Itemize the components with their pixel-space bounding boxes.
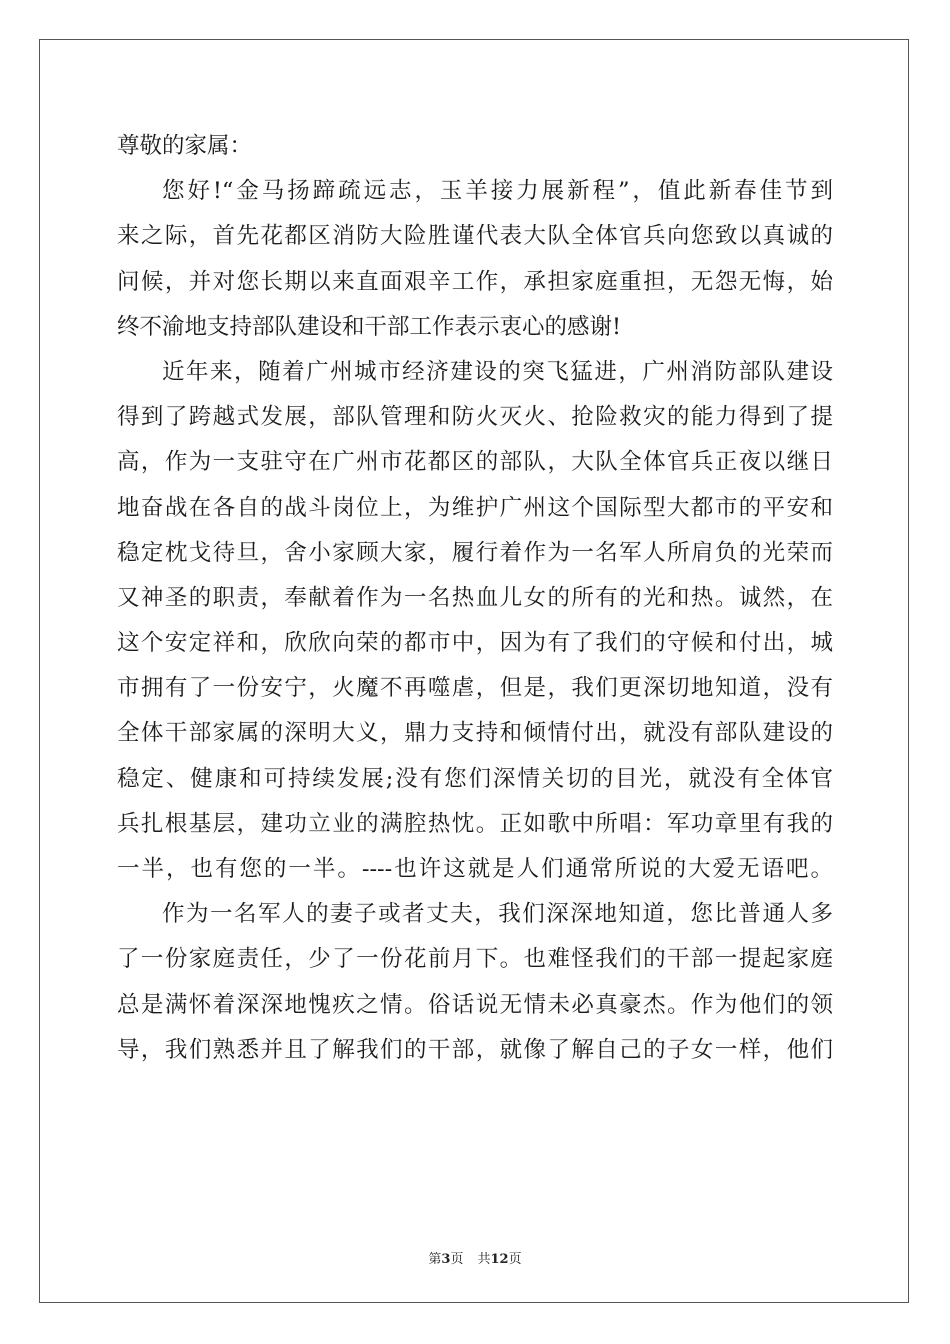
paragraph-line: 全体干部家属的深明大义，鼎力支持和倾情付出，就没有部队建设的 (117, 720, 833, 747)
paragraph-line: 又神圣的职责，奉献着作为一名热血儿女的所有的光和热。诚然，在 (117, 584, 833, 611)
paragraph-line: 稳定枕戈待旦，舍小家顾大家，履行着作为一名军人所肩负的光荣而 (117, 539, 833, 566)
paragraph-line: 稳定、健康和可持续发展;没有您们深情关切的目光，就没有全体官 (117, 765, 833, 792)
paragraph-family (117, 892, 833, 1073)
paragraph-line: 兵扎根基层，建功立业的满腔热忱。正如歌中所唱：军功章里有我的 (117, 810, 833, 837)
paragraph-line: 终不渝地支持部队建设和干部工作表示衷心的感谢! (117, 313, 622, 340)
paragraph-line: 一半，也有您的一半。----也许这就是人们通常所说的大爱无语吧。 (117, 856, 833, 882)
total-suffix: 页 (508, 1252, 522, 1267)
paragraph-development (117, 350, 833, 892)
total-pages: 12 (490, 1252, 509, 1267)
paragraph-line: 作为一名军人的妻子或者丈夫，我们深深地知道，您比普通人多 (162, 901, 833, 928)
letter-body (117, 124, 833, 1073)
page-suffix: 页 (450, 1252, 464, 1267)
page-prefix: 第 (428, 1252, 442, 1267)
paragraph-line: 您好!“金马扬蹄疏远志，玉羊接力展新程”，值此新春佳节到 (162, 178, 833, 205)
salutation: 尊敬的家属： (117, 133, 253, 159)
paragraph-line: 地奋战在各自的战斗岗位上，为维护广州这个国际型大都市的平安和 (117, 494, 833, 521)
paragraph-line: 高，作为一支驻守在广州市花都区的部队，大队全体官兵正夜以继日 (117, 449, 833, 476)
paragraph-line: 了一份家庭责任，少了一份花前月下。也难怪我们的干部一提起家庭 (117, 946, 833, 973)
paragraph-greeting (117, 169, 833, 350)
paragraph-line: 这个安定祥和，欣欣向荣的都市中，因为有了我们的守候和付出，城 (117, 630, 833, 657)
paragraph-line: 来之际，首先花都区消防大险胜谨代表大队全体官兵向您致以真诚的 (117, 223, 833, 250)
paragraph-line: 近年来，随着广州城市经济建设的突飞猛进，广州消防部队建设 (162, 358, 833, 385)
paragraph-line: 问候，并对您长期以来直面艰辛工作，承担家庭重担，无怨无悔，始 (117, 268, 833, 295)
paragraph-line: 得到了跨越式发展，部队管理和防火灭火、抢险救灾的能力得到了提 (117, 404, 833, 431)
paragraph-line: 市拥有了一份安宁，火魔不再噬虐，但是，我们更深切地知道，没有 (117, 675, 833, 702)
total-prefix: 共 (477, 1252, 491, 1267)
page-footer (0, 1248, 950, 1267)
page-number: 3 (441, 1252, 451, 1267)
paragraph-line: 导，我们熟悉并且了解我们的干部，就像了解自己的子女一样，他们 (117, 1036, 833, 1063)
paragraph-line: 总是满怀着深深地愧疚之情。俗话说无情未必真豪杰。作为他们的领 (117, 991, 833, 1018)
